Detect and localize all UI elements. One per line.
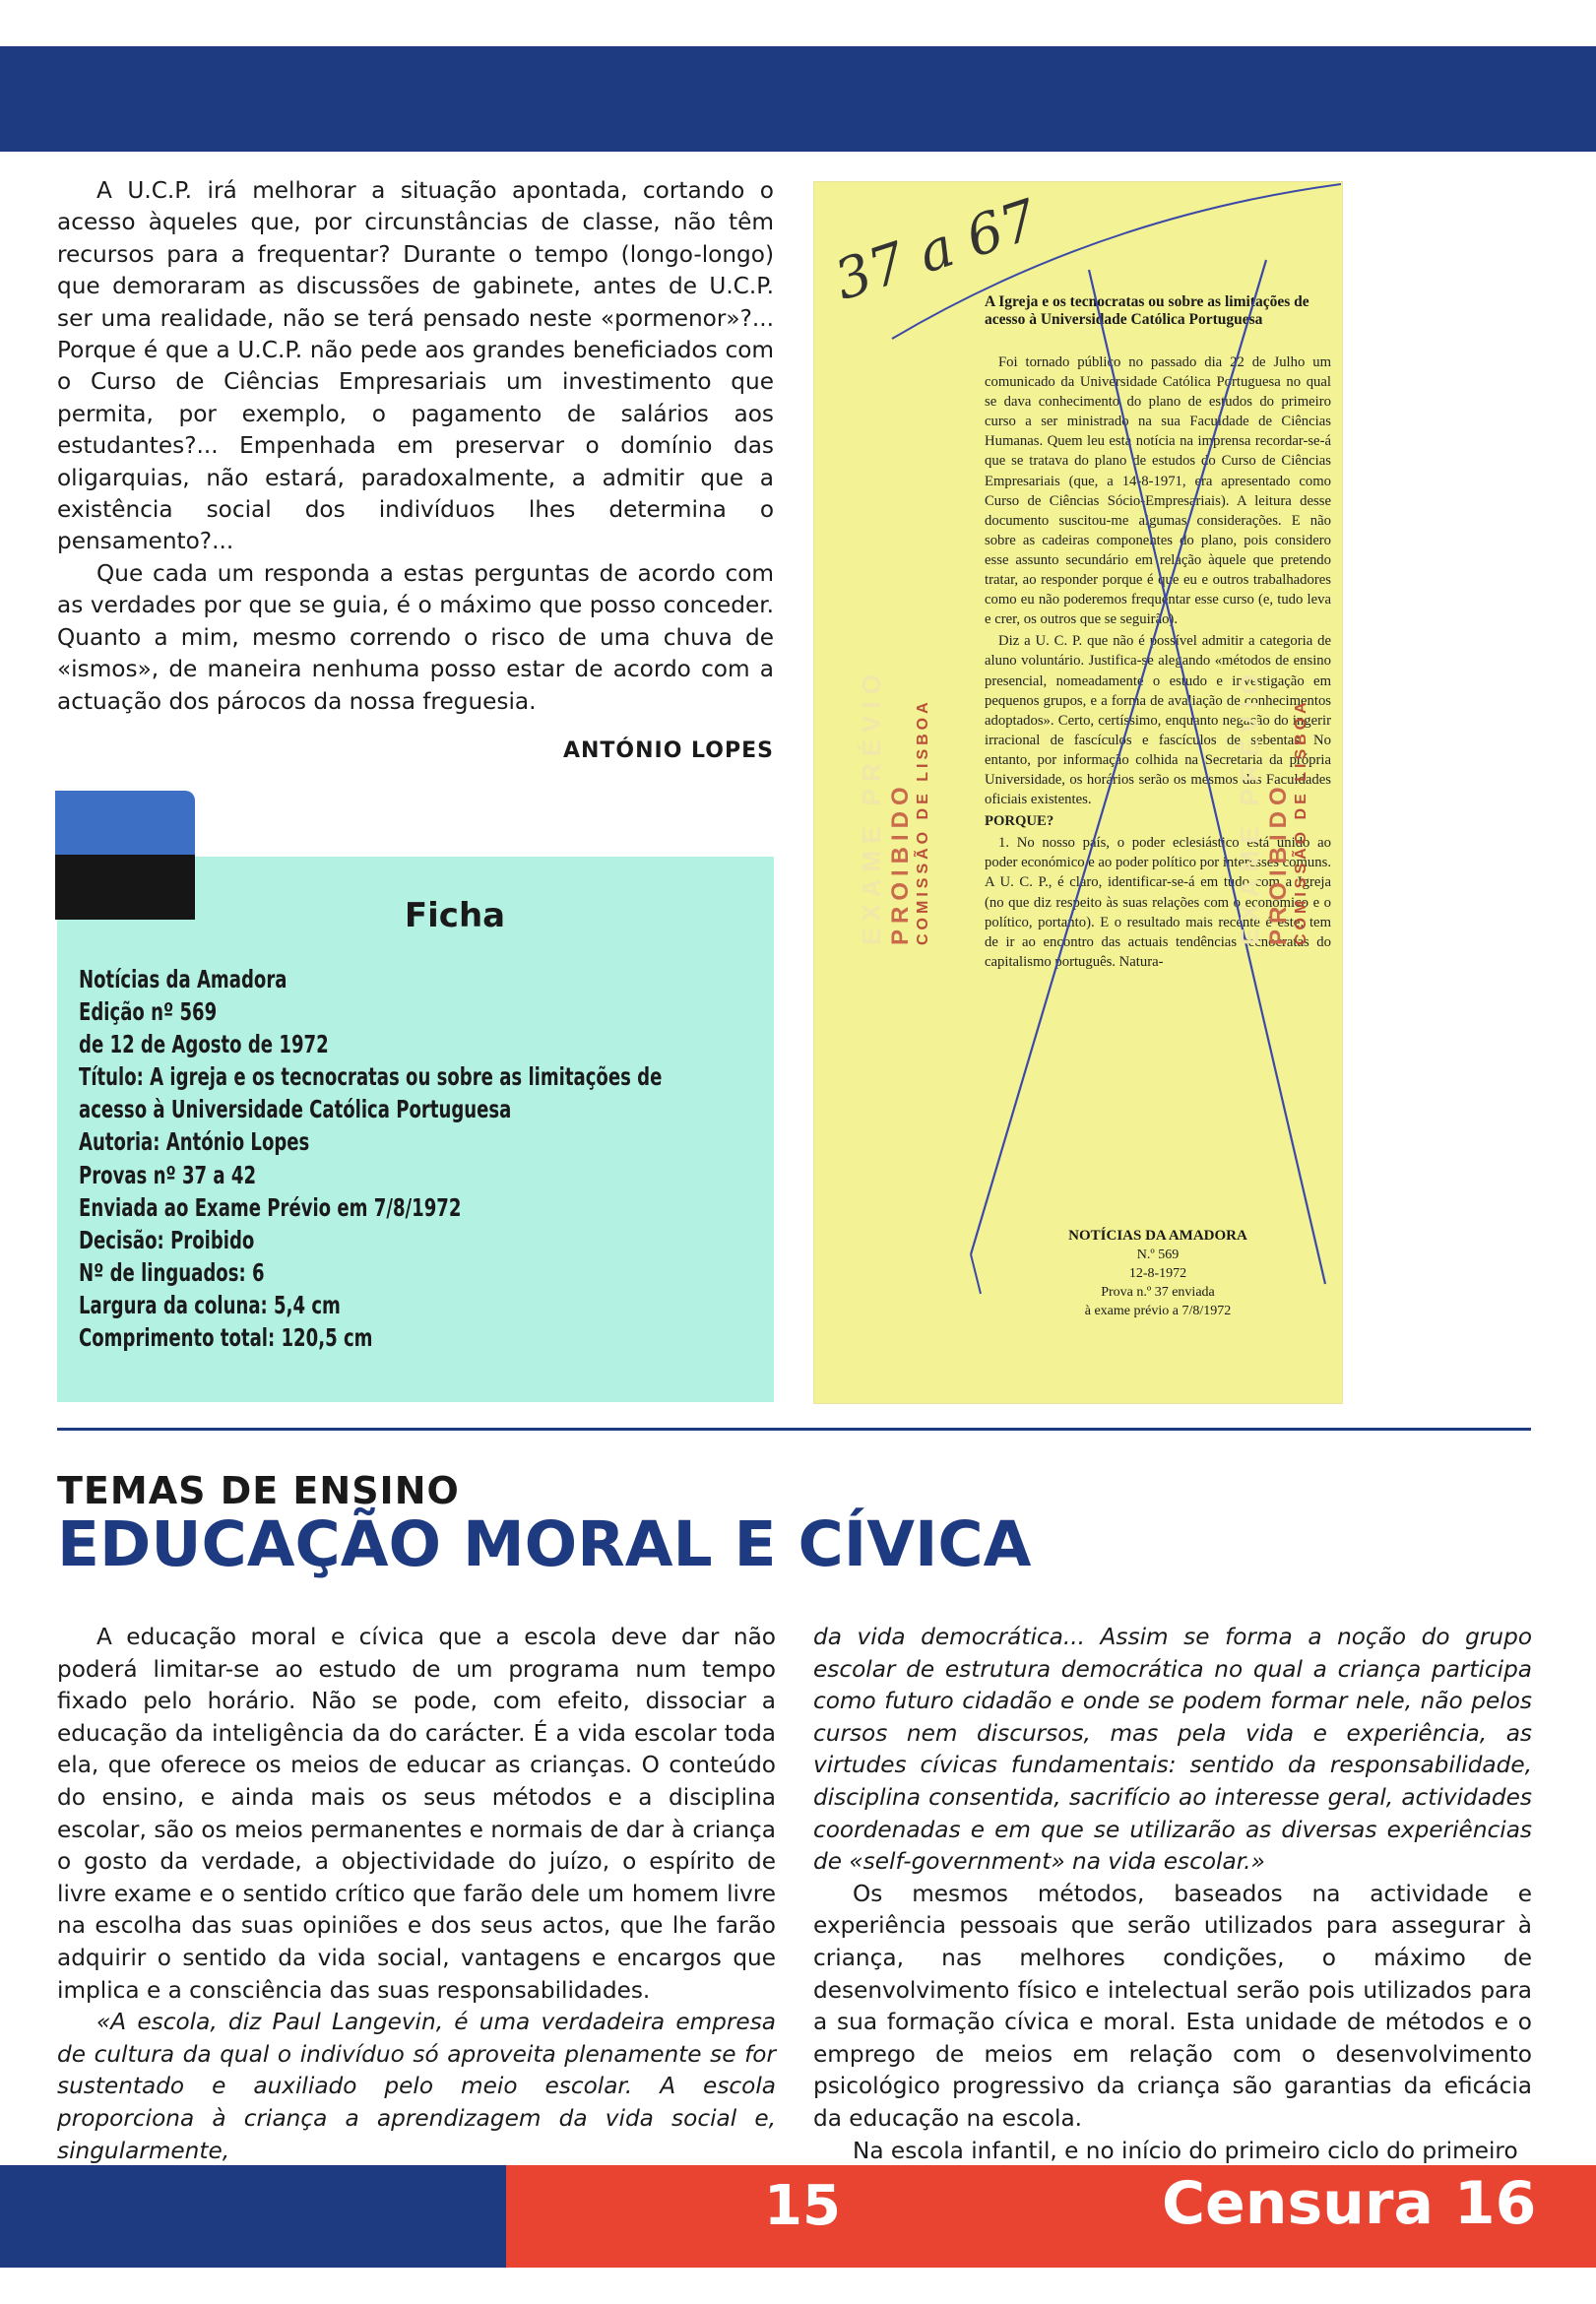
article-paragraph: Os mesmos métodos, baseados na actividade e experiência pessoais que serão utilizados para assegurar à criança, nas melhores condições, o máximo de desenvolvimento físico e intelectual serão pois utilizados para a sua formação cívica e moral. Esta unidade de métodos e o emprego de meios em relação com o desenvolvimento psicológico progressivo da criança são garantias da eficácia da educação na escola. [813,1880,1532,2132]
section-kicker: TEMAS DE ENSINO [57,1469,460,1512]
article-quote-cont: da vida democrática... Assim se forma a noção do grupo escolar de estrutura democrática no qual a criança participa como futuro cidadão e onde se podem formar nele, não pelos cursos nem discursos, mas pela vida e experiência, as virtudes cívicas fundamentais: sentido da responsabilidade, disciplina consentida, sacrifício ao interesse geral, actividades coordenadas e em que se utilizarão as diversas experiências de «self-government» na vida escolar.» [813,1624,1532,1876]
handwritten-proof-number: 37 a 67 [827,187,1046,314]
section-headline: EDUCAÇÃO MORAL E CÍVICA [57,1508,1032,1580]
stamp-decision: PROIBIDO [887,781,914,945]
article-quote: «A escola, diz Paul Langevin, é uma verdadeira empresa de cultura da qual o indivíduo só aproveita plenamente se for sustentado e auxiliado pelo meio escolar. A escola proporciona à criança a aprendizagem da vida social e, singularmente, [57,2009,776,2164]
page-number: 15 [764,2174,841,2238]
exame-previo-stamp-left [857,668,932,945]
clipping-proof: Prova n.º 37 enviada [1101,1285,1215,1300]
clipping-sent: à exame prévio a 7/8/1972 [1084,1304,1232,1318]
ficha-lines [79,963,662,1354]
top-banner [0,46,1596,152]
clipping-paragraph: Foi tornado público no passado dia 22 de Julho um comunicado da Universidade Católica Portuguesa no qual se dava conhecimento do plano de estudos do primeiro curso a ser ministrado na sua Faculdade de Ciências Humanas. Quem leu esta notícia na imprensa recordar-se-á que se tratava do plano de estudos do Curso de Ciências Empresariais (que, a 14-8-1971, era apresentado como Curso de Ciências Sócio-Empresariais). A leitura desse documento suscitou-me algumas considerações. E não sobre as cadeiras componentes do plano, pois considero esse assunto secundário em relação àquele que pretendo tratar, ao responder porque é que eu e outros trabalhadores como eu não poderemos frequentar esse curso (e, tudo leva e crer, os outros que se seguirão). [985,354,1331,628]
ficha-line: Edição nº 569 [79,997,218,1027]
article-paragraph: Na escola infantil, e no início do primeiro ciclo do primeiro [853,2137,1518,2164]
ficha-line: Nº de linguados: 6 [79,1257,265,1287]
clipping-edition: N.º 569 [1136,1248,1180,1262]
stamp-label: EXAME PRÉVIO [1235,668,1264,945]
section-divider [57,1428,1531,1431]
ficha-line: Notícias da Amadora [79,965,287,993]
ficha-line: Provas nº 37 a 42 [79,1160,257,1189]
top-paragraph: Que cada um responda a estas perguntas de acordo com as verdades por que se guia, é o máximo que posso conceder. Quanto a mim, mesmo correndo o risco de uma chuva de «ismos», de maneira nenhuma posso estar de acordo com a actuação dos párocos da nossa freguesia. [57,559,774,715]
stamp-commission: COMISSÃO DE LISBOA [915,698,931,945]
ficha-line: de 12 de Agosto de 1972 [79,1030,329,1059]
article-paragraph: A educação moral e cívica que a escola deve dar não poderá limitar-se ao estudo de um programa num tempo fixado pelo horário. Não se pode, com efeito, dissociar a educação da inteligência da do carácter. É a vida escolar toda ela, que oferece os meios de educar as crianças. O conteúdo do ensino, e ainda mais os seus métodos e a disciplina escolar, são os meios permanentes e normais de dar à criança o gosto da verdade, a objectividade do juízo, o espírito de livre exame e o sentido crítico que farão dele um homem livre na escolha das suas opiniões e dos seus actos, que lhe farão adquirir o sentido da vida social, vantagens e encargos que implica e a consciência das suas responsabilidades. [57,1624,776,2004]
clipping-paragraph: 1. No nosso país, o poder eclesiástico está unido ao poder económico e ao poder político por interesses comuns. A U. C. P., é claro, identificar-se-á em tudo com a Igreja (no que diz respeito às suas relações com o económico e o político, portanto). E o resultado mais recente é este: tem de ir ao encontro das actuais tendências tecnocratas do capitalismo português. Natura- [985,835,1331,970]
ficha-line: Enviada ao Exame Prévio em 7/8/1972 [79,1192,462,1222]
stamp-label: EXAME PRÉVIO [857,668,886,945]
ficha-line: Título: A igreja e os tecnocratas ou sobre as limitações de [79,1062,663,1092]
ficha-title: Ficha [404,896,506,935]
ficha-line: Decisão: Proibido [79,1225,255,1254]
ficha-blue-tab [55,791,195,860]
clipping-paragraph: PORQUE? [985,813,1054,830]
article-column-right [813,1622,1532,2167]
top-article [57,175,774,718]
ficha-box [57,857,774,1402]
article-author: ANTÓNIO LOPES [562,738,774,763]
stamp-commission: COMISSÃO DE LISBOA [1293,698,1309,945]
publication-brand: Censura 16 [1162,2169,1537,2238]
ficha-line: Autoria: António Lopes [79,1127,310,1157]
stamp-decision: PROIBIDO [1265,781,1292,945]
exame-previo-stamp-right [1235,668,1310,945]
ficha-line: acesso à Universidade Católica Portuguesa [79,1095,512,1124]
clipping-headline: A Igreja e os tecnocratas ou sobre as limitações de acesso à Universidade Católica Portuguesa [985,293,1309,328]
ficha-line: Largura da coluna: 5,4 cm [79,1290,341,1319]
ficha-line: Comprimento total: 120,5 cm [79,1323,373,1353]
ficha-black-tab [55,855,195,920]
article-column-left [57,1622,776,2167]
clipping-date: 12-8-1972 [1128,1266,1187,1281]
clipping-paragraph: Diz a U. C. P. que não é possível admitir a categoria de aluno voluntário. Justifica-se alegando «métodos de ensino presencial, nomeadamente o estudo e investigação em pequenos grupos, e a forma de avaliação de conhecimentos adoptados». Certo, certíssimo, enquanto negação do ingerir irracional de fascículos e fascículos de sebentas. No entanto, por informação colhida na Secretaria da própria Universidade, os horários serão os mesmos das Faculdades oficiais existentes. [985,633,1331,808]
top-paragraph: A U.C.P. irá melhorar a situação apontada, cortando o acesso àqueles que, por circunstâncias de classe, não têm recursos para a frequentar? Durante o tempo (longo-longo) que demoraram as discussões de gabinete, antes de U.C.P. ser uma realidade, não se terá pensado neste «pormenor»?... Porque é que a U.C.P. não pede aos grandes beneficiados com o Curso de Ciências Empresariais um investimento que permita, por exemplo, o pagamento de salários aos estudantes?... Empenhada em preservar o domínio das oligarquias, não estará, paradoxalmente, a admitir que a existência social dos indivíduos lhes determina o pensamento?... [57,177,774,555]
clipping-masthead: NOTÍCIAS DA AMADORA [1068,1228,1247,1244]
